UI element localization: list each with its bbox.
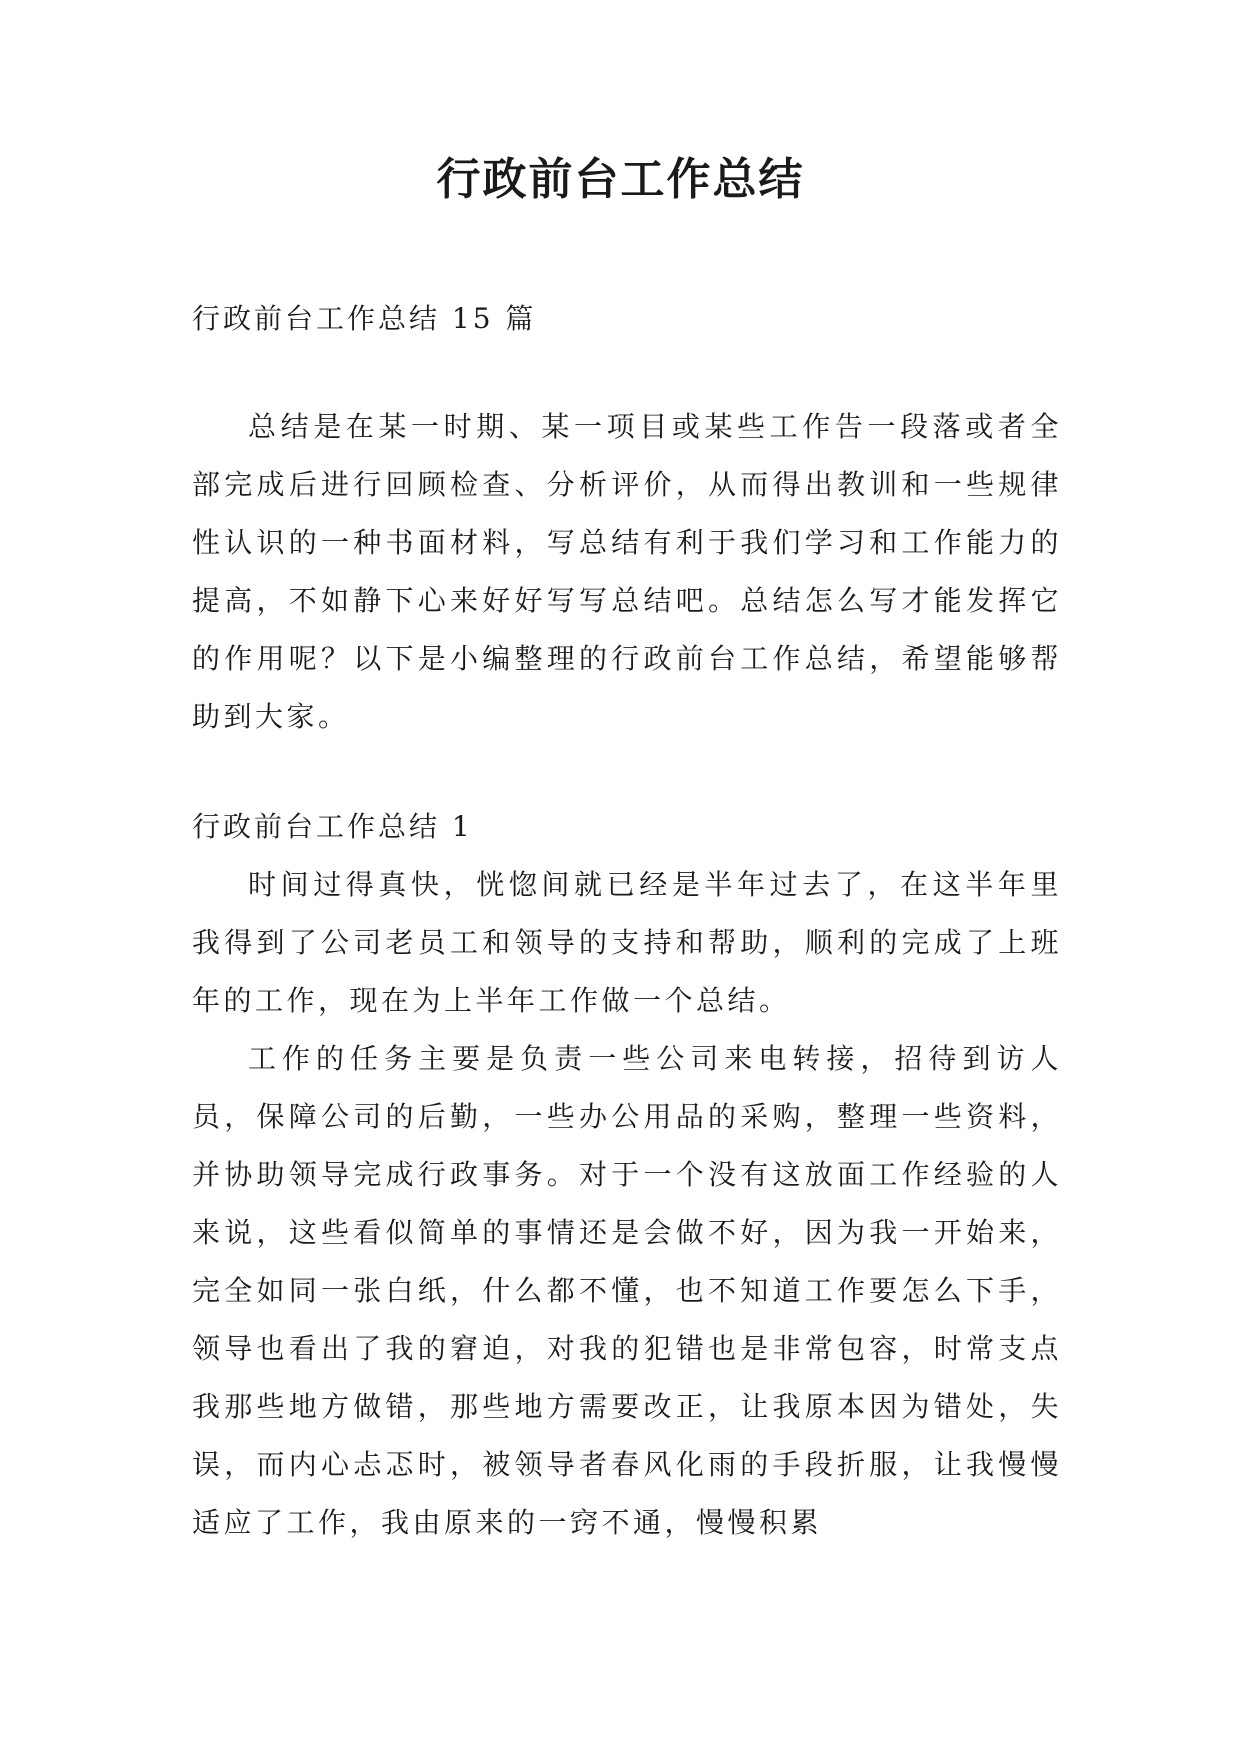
document-title: 行政前台工作总结 bbox=[436, 154, 805, 205]
spacer bbox=[192, 348, 1062, 398]
spacer bbox=[192, 746, 1062, 798]
document-subtitle: 行政前台工作总结 15 篇 bbox=[192, 302, 537, 335]
section-heading: 行政前台工作总结 1 bbox=[192, 810, 473, 843]
body-paragraph: 工作的任务主要是负责一些公司来电转接，招待到访人员，保障公司的后勤，一些办公用品的采购，整理一些资料，并协助领导完成行政事务。对于一个没有这放面工作经验的人来说，这些看似简单的事情还是会做不好，因为我一开始来，完全如同一张白纸，什么都不懂，也不知道工作要怎么下手，领导也看出了我的窘迫，对我的犯错也是非常包容，时常支点我那些地方做错，那些地方需要改正，让我原本因为错处，失误，而内心忐忑时，被领导者春风化雨的手段折服，让我慢慢适应了工作，我由原来的一窍不通，慢慢积累 bbox=[192, 1042, 1062, 1539]
document-body bbox=[192, 290, 1062, 1552]
body-paragraph: 时间过得真快，恍惚间就已经是半年过去了，在这半年里我得到了公司老员工和领导的支持和帮助，顺利的完成了上班年的工作，现在为上半年工作做一个总结。 bbox=[192, 868, 1062, 1017]
intro-paragraph: 总结是在某一时期、某一项目或某些工作告一段落或者全部完成后进行回顾检查、分析评价，从而得出教训和一些规律性认识的一种书面材料，写总结有利于我们学习和工作能力的提高，不如静下心来好好写写总结吧。总结怎么写才能发挥它的作用呢？以下是小编整理的行政前台工作总结，希望能够帮助到大家。 bbox=[192, 410, 1062, 733]
